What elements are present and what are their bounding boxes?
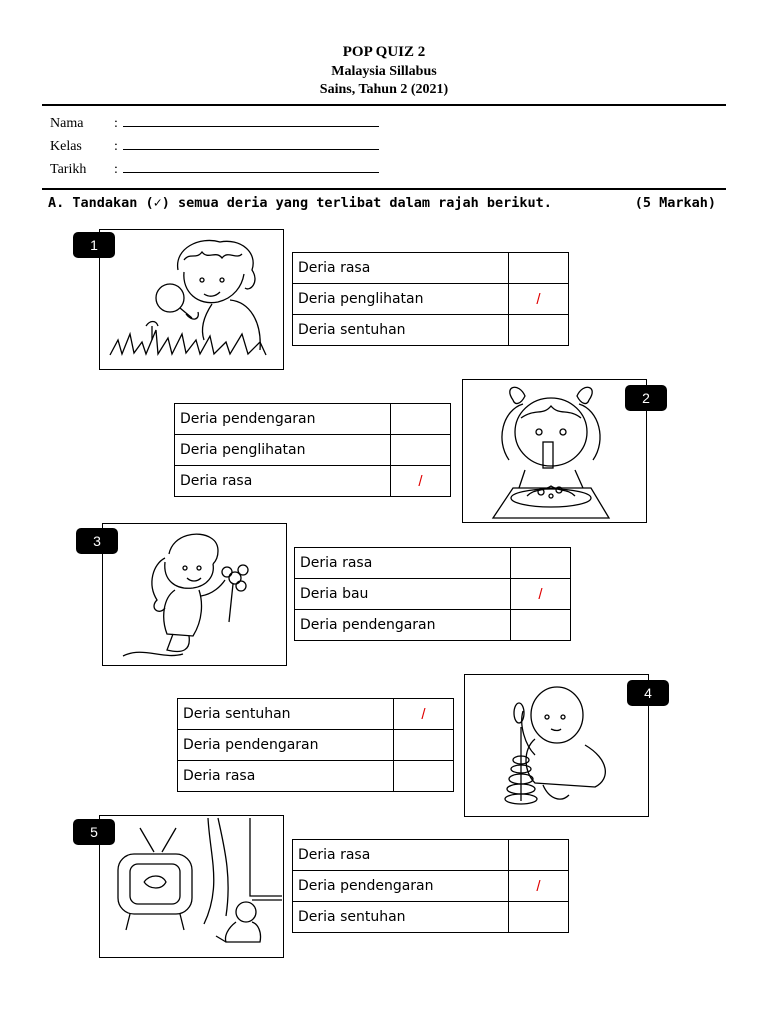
header-divider (42, 104, 726, 106)
question-5-sense-table (292, 839, 569, 933)
table-row (295, 610, 571, 641)
class-field[interactable] (50, 137, 379, 155)
picture-child-watching-tv (99, 815, 284, 958)
tick-box[interactable]: / (394, 699, 454, 730)
question-number-badge: 4 (627, 680, 669, 706)
table-row (178, 761, 454, 792)
date-blank-line[interactable] (123, 160, 379, 173)
sense-label: Deria rasa (178, 761, 394, 792)
date-label: Tarikh (50, 162, 87, 177)
table-row (295, 548, 571, 579)
date-field[interactable] (50, 160, 379, 178)
table-row (175, 466, 451, 497)
picture-boy-magnifying-glass (99, 229, 284, 370)
tick-box[interactable]: / (509, 284, 569, 315)
question-4-sense-table (177, 698, 454, 792)
table-row (178, 699, 454, 730)
tick-box[interactable] (394, 761, 454, 792)
class-blank-line[interactable] (123, 137, 379, 150)
tick-box[interactable] (509, 902, 569, 933)
table-row (175, 404, 451, 435)
question-2-sense-table (174, 403, 451, 497)
sense-label: Deria pendengaran (178, 730, 394, 761)
name-blank-line[interactable] (123, 114, 379, 127)
question-1-sense-table (292, 252, 569, 346)
tick-box[interactable] (509, 315, 569, 346)
name-label: Nama (50, 116, 84, 131)
question-number-badge: 3 (76, 528, 118, 554)
table-row (293, 840, 569, 871)
sense-label: Deria penglihatan (175, 435, 391, 466)
tick-box[interactable] (391, 435, 451, 466)
tick-box[interactable]: / (511, 579, 571, 610)
name-field[interactable] (50, 114, 379, 132)
sense-label: Deria sentuhan (293, 315, 509, 346)
sense-label: Deria sentuhan (178, 699, 394, 730)
question-number-badge: 5 (73, 819, 115, 845)
subject-subtitle: Sains, Tahun 2 (2021) (319, 82, 449, 97)
picture-girl-eating (462, 379, 647, 523)
tick-box[interactable] (509, 253, 569, 284)
date-colon: : (114, 162, 118, 177)
class-colon: : (114, 139, 118, 154)
table-row (178, 730, 454, 761)
tick-box[interactable] (509, 840, 569, 871)
tick-box[interactable]: / (391, 466, 451, 497)
class-label: Kelas (50, 139, 82, 154)
table-row (293, 315, 569, 346)
sense-label: Deria rasa (293, 253, 509, 284)
tick-box[interactable]: / (509, 871, 569, 902)
sense-label: Deria rasa (293, 840, 509, 871)
question-number-badge: 1 (73, 232, 115, 258)
section-a-instruction (48, 195, 716, 211)
tick-box[interactable] (394, 730, 454, 761)
name-colon: : (114, 116, 118, 131)
marks-label: (5 Markah) (634, 195, 716, 211)
question-3-sense-table (294, 547, 571, 641)
quiz-title: POP QUIZ 2 (342, 44, 426, 60)
table-row (295, 579, 571, 610)
instruction-text: A. Tandakan (✓) semua deria yang terlibat dalam rajah berikut. (48, 195, 552, 211)
table-row (293, 871, 569, 902)
tick-box[interactable] (511, 610, 571, 641)
sense-label: Deria pendengaran (175, 404, 391, 435)
sense-label: Deria penglihatan (293, 284, 509, 315)
tick-box[interactable] (391, 404, 451, 435)
table-row (293, 284, 569, 315)
picture-smurfette-flower (102, 523, 287, 666)
question-number-badge: 2 (625, 385, 667, 411)
sense-label: Deria rasa (175, 466, 391, 497)
sense-label: Deria rasa (295, 548, 511, 579)
picture-baby-stacking-rings (464, 674, 649, 817)
sense-label: Deria pendengaran (293, 871, 509, 902)
tick-box[interactable] (511, 548, 571, 579)
syllabus-subtitle: Malaysia Sillabus (331, 64, 437, 79)
table-row (175, 435, 451, 466)
section-divider (42, 188, 726, 190)
table-row (293, 253, 569, 284)
sense-label: Deria sentuhan (293, 902, 509, 933)
sense-label: Deria pendengaran (295, 610, 511, 641)
sense-label: Deria bau (295, 579, 511, 610)
table-row (293, 902, 569, 933)
